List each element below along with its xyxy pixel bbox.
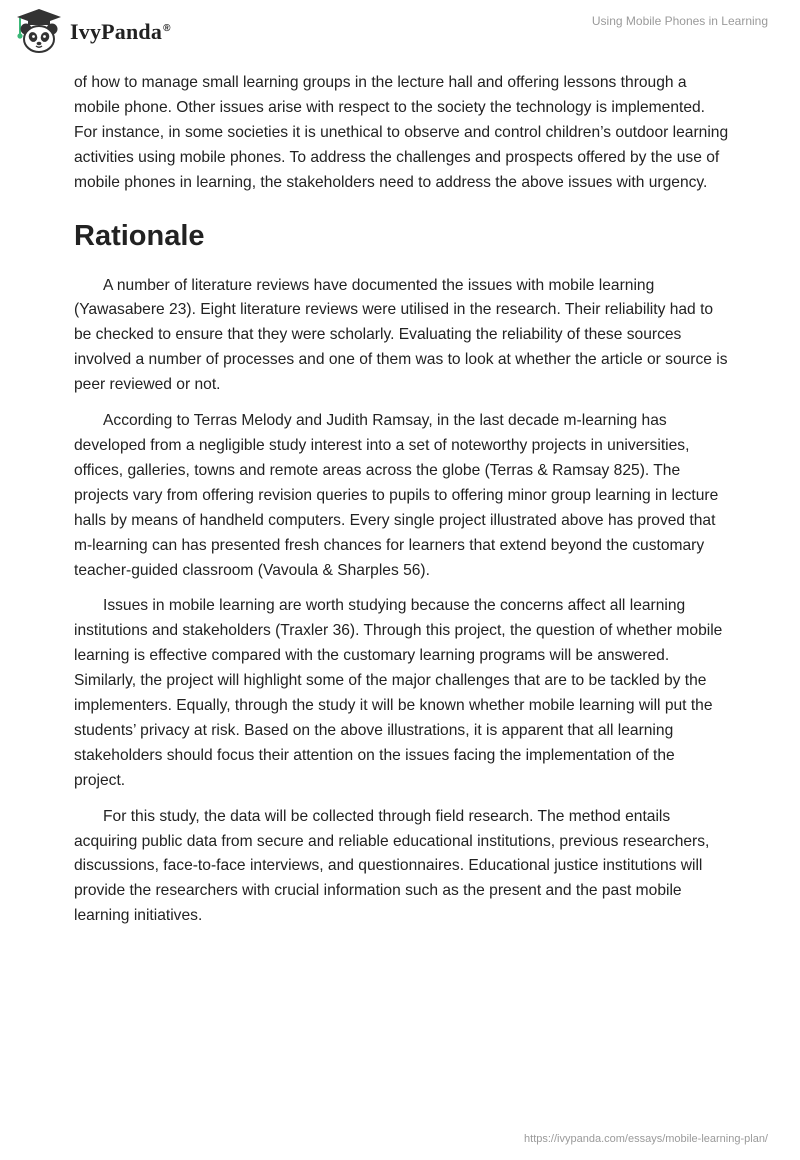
document-title: Using Mobile Phones in Learning <box>591 14 768 28</box>
paragraph-1: A number of literature reviews have documented the issues with mobile learning (Yawasabere 23). Eight literature reviews were utilised in the research. Their reliability had to be checked to ensure that they were scholarly. Evaluating the reliability of these sources involved a number of processes and one of them was to look at whether the article or source is peer reviewed or not. <box>74 276 728 394</box>
page-header <box>0 0 800 60</box>
source-url[interactable]: https://ivypanda.com/essays/mobile-learning-plan/ <box>524 1133 768 1145</box>
paragraph-3: Issues in mobile learning are worth studying because the concerns affect all learning institutions and stakeholders (Traxler 36). Through this project, the question of whether mobile learning is effective compared with the customary learning programs will be answered. Similarly, the project will highlight some of the major challenges that are to be tackled by the implementers. Equally, through the study it will be known whether mobile learning will put the students’ privacy at risk. Based on the above illustrations, it is apparent that all learning stakeholders should focus their attention on the issues facing the implementation of the project. <box>74 597 723 789</box>
paragraph-2: According to Terras Melody and Judith Ramsay, in the last decade m-learning has developed from a negligible study interest into a set of noteworthy projects in universities, offices, galleries, towns and remote areas across the globe (Terras & Ramsay 825). The projects vary from offering revision queries to pupils to offering minor group learning in lecture halls by means of handheld computers. Every single project illustrated above has proved that m-learning can has presented fresh chances for learners that extend beyond the customary teacher-guided classroom (Vavoula & Sharples 56). <box>74 412 719 579</box>
brand-name-text: IvyPanda <box>70 19 163 44</box>
paragraph-4: For this study, the data will be collected through field research. The method entails acquiring public data from secure and reliable educational institutions, previous researchers, discussions, face-to-face interviews, and questionnaires. Educational justice institutions will provide the researchers with crucial information such as the present and the past mobile learning initiatives. <box>74 807 710 925</box>
registered-mark: ® <box>163 22 171 34</box>
section-heading-rationale: Rationale <box>74 219 205 252</box>
essay-body <box>74 71 730 929</box>
brand-name <box>70 19 171 45</box>
ivypanda-logo[interactable] <box>14 8 171 54</box>
intro-paragraph: of how to manage small learning groups in the lecture hall and offering lessons through a mobile phone. Other issues arise with respect to the society the technology is implemented. For instance, in some societies it is unethical to observe and control children’s outdoor learning activities using mobile phones. To address the challenges and prospects offered by the use of mobile phones in learning, the stakeholders need to address the above issues with urgency. <box>74 74 729 191</box>
panda-graduation-cap-icon <box>14 8 64 54</box>
